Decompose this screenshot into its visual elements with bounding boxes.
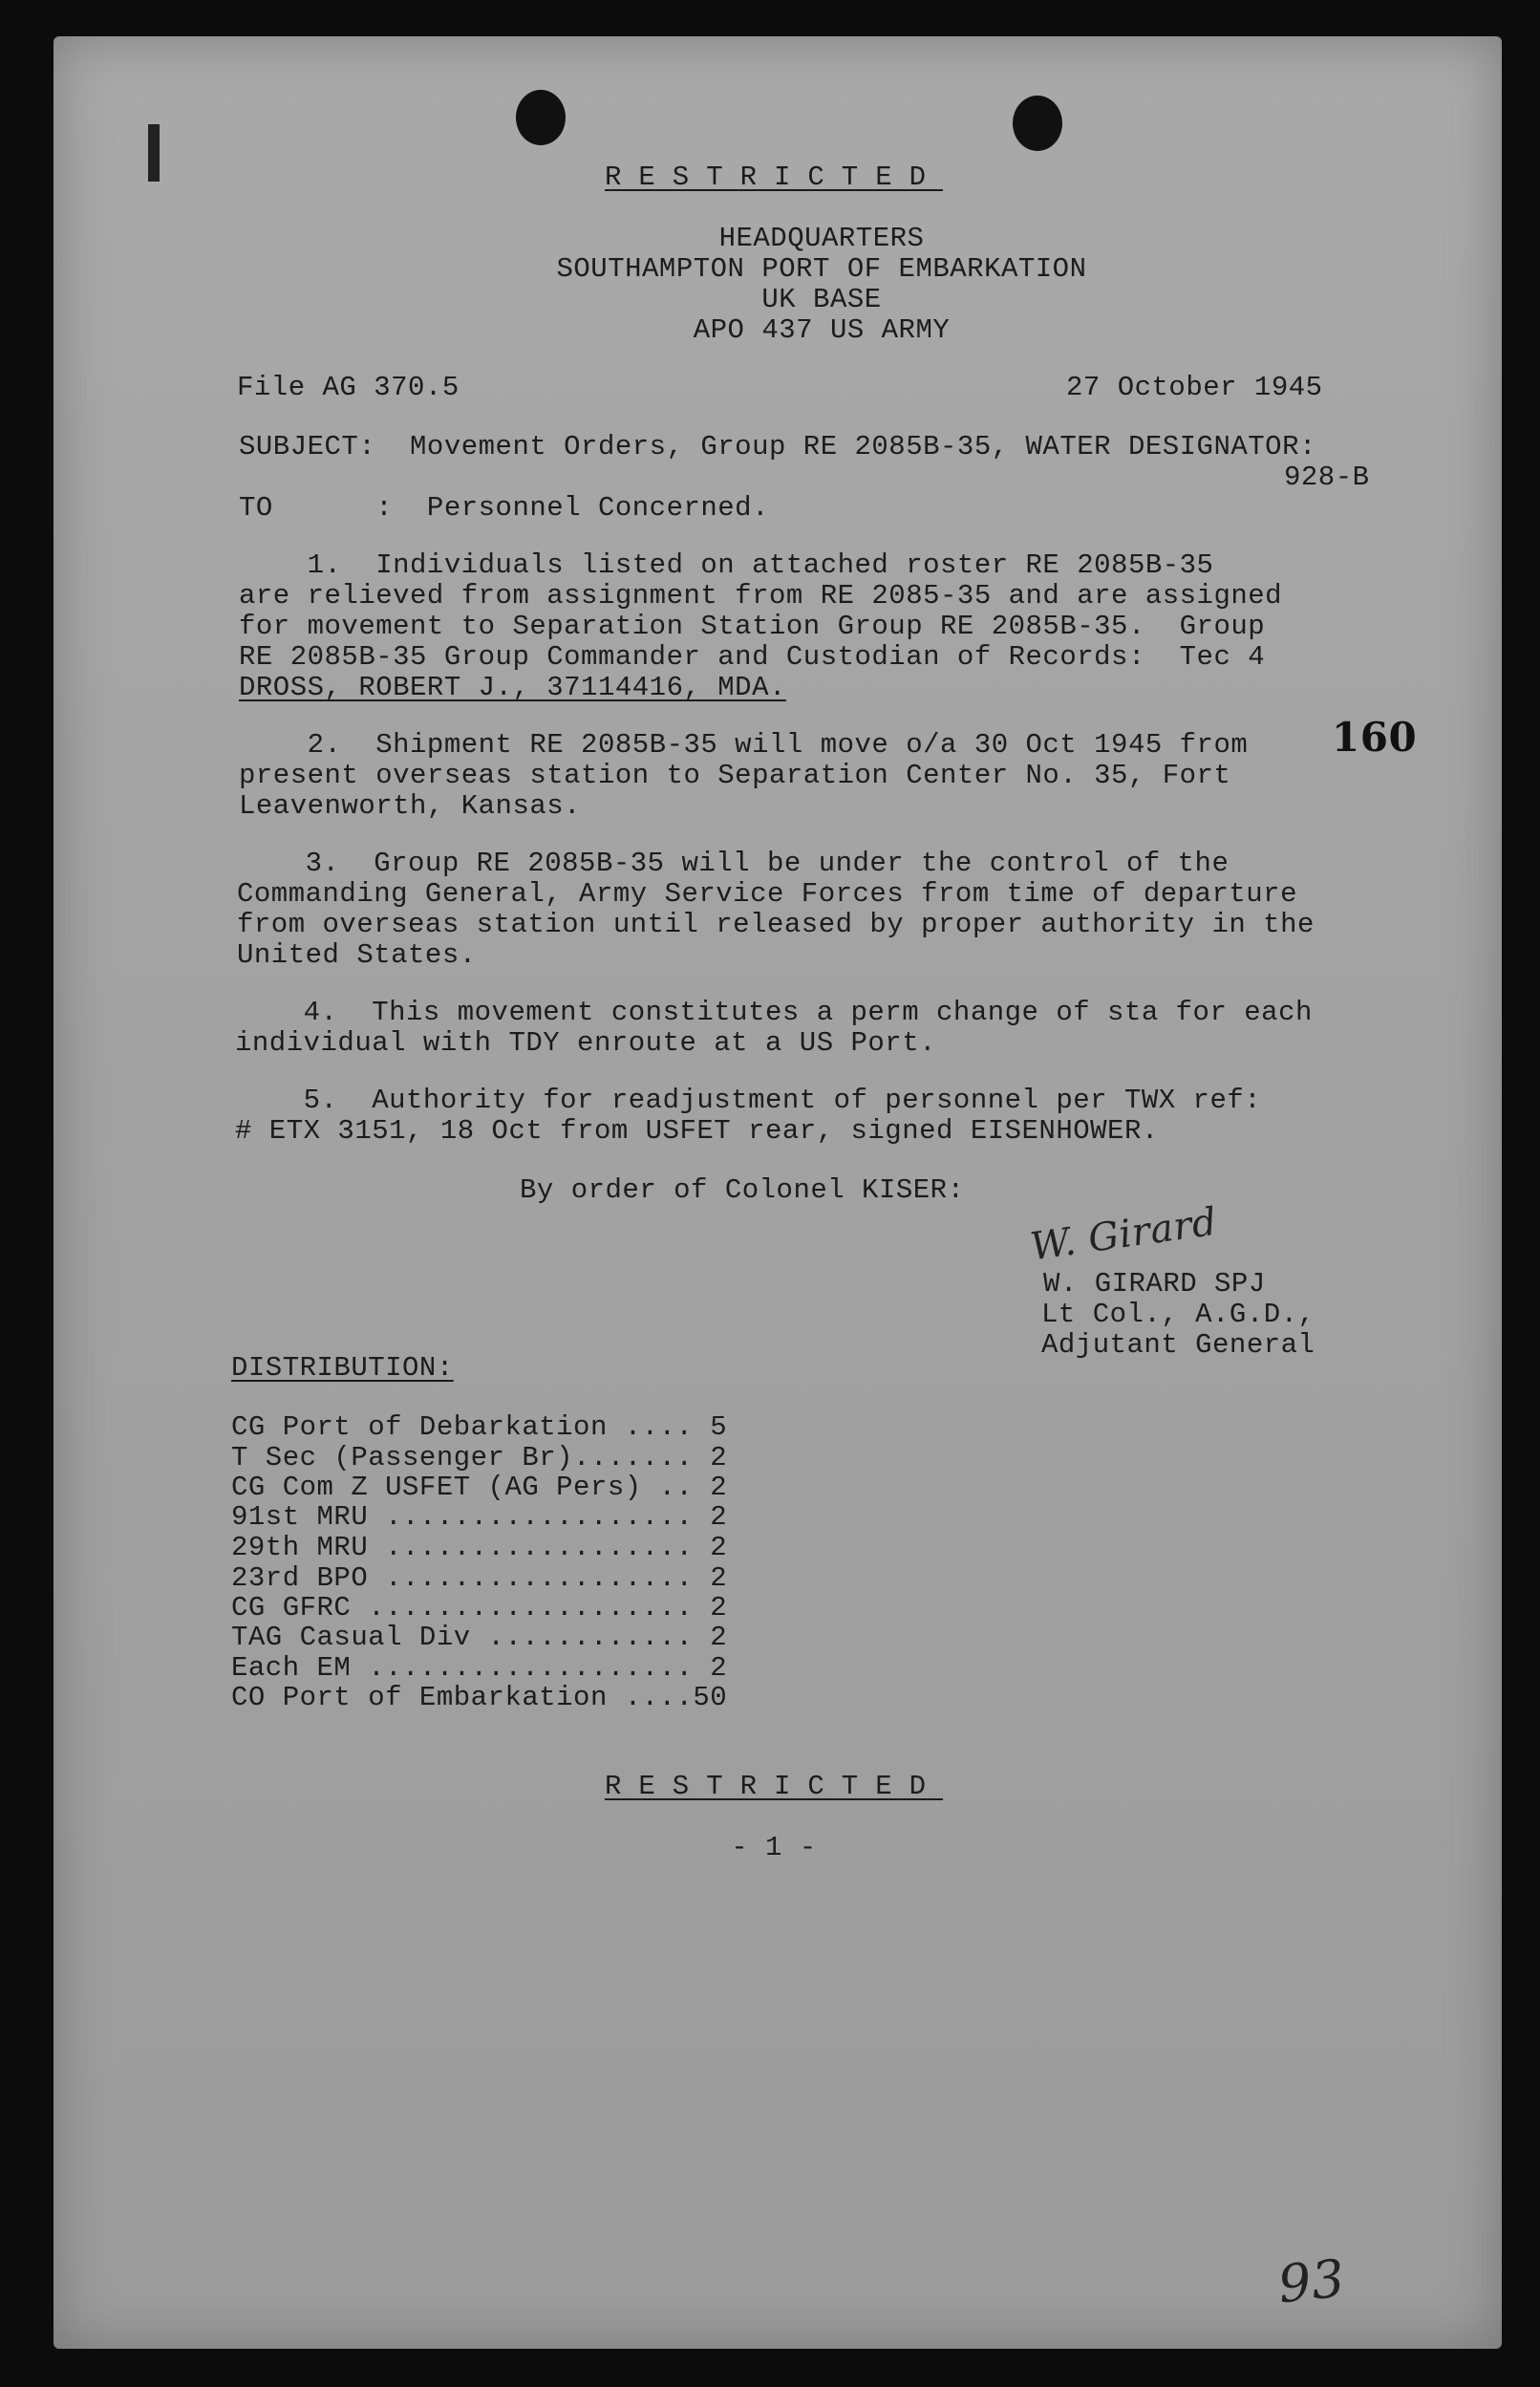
header-line-4: APO 437 US ARMY xyxy=(693,314,951,346)
distribution-item: 23rd BPO .................. 2 xyxy=(231,1562,728,1594)
distribution-item: TAG Casual Div ............ 2 xyxy=(231,1622,728,1653)
by-order-line: By order of Colonel KISER: xyxy=(520,1174,965,1206)
to-line: TO : Personnel Concerned. xyxy=(239,492,769,524)
paragraph-1-line-3: for movement to Separation Station Group RE 2085B-35. Group xyxy=(239,611,1266,642)
paragraph-3-line-4: United States. xyxy=(237,939,477,971)
subject-line-2: 928-B xyxy=(1284,462,1370,493)
page-number: - 1 - xyxy=(731,1832,817,1863)
paragraph-4-line-2: individual with TDY enroute at a US Port. xyxy=(235,1027,937,1059)
paragraph-1-line-2: are relieved from assignment from RE 2085-35 and are assigned xyxy=(239,580,1283,612)
paragraph-3-line-2: Commanding General, Army Service Forces from time of departure xyxy=(237,878,1297,910)
margin-number: 160 xyxy=(1332,714,1418,761)
distribution-item: CO Port of Embarkation ....50 xyxy=(231,1682,728,1713)
header-line-3: UK BASE xyxy=(761,284,882,315)
subject-line-1: SUBJECT: Movement Orders, Group RE 2085B-35, WATER DESIGNATOR: xyxy=(239,431,1316,462)
paragraph-1-line-4: RE 2085B-35 Group Commander and Custodian of Records: Tec 4 xyxy=(239,641,1266,673)
signatory-rank: Lt Col., A.G.D., xyxy=(1041,1299,1315,1330)
header-line-2: SOUTHAMPTON PORT OF EMBARKATION xyxy=(556,253,1087,285)
handwritten-signature: W. Girard xyxy=(1027,1199,1220,1270)
file-reference: File AG 370.5 xyxy=(237,372,460,403)
distribution-item: 91st MRU .................. 2 xyxy=(231,1501,728,1533)
paragraph-2-line-2: present overseas station to Separation Center No. 35, Fort xyxy=(239,760,1231,791)
paragraph-3-line-3: from overseas station until released by proper authority in the xyxy=(237,909,1315,940)
distribution-item: 29th MRU .................. 2 xyxy=(231,1532,728,1563)
paragraph-4-line-1: 4. This movement constitutes a perm change of sta for each xyxy=(235,997,1313,1028)
punch-hole-left xyxy=(516,90,566,145)
punch-hole-right xyxy=(1013,96,1062,151)
handwritten-page-number: 93 xyxy=(1274,2247,1348,2315)
paragraph-1-line-1: 1. Individuals listed on attached roster RE 2085B-35 xyxy=(239,549,1214,581)
paragraph-5-line-1: 5. Authority for readjustment of personnel per TWX ref: xyxy=(235,1085,1262,1116)
document-date: 27 October 1945 xyxy=(1066,372,1323,403)
distribution-item: Each EM ................... 2 xyxy=(231,1652,728,1684)
distribution-item: CG Com Z USFET (AG Pers) .. 2 xyxy=(231,1472,728,1503)
paragraph-5-line-2: # ETX 3151, 18 Oct from USFET rear, signed EISENHOWER. xyxy=(235,1115,1159,1147)
distribution-item: CG Port of Debarkation .... 5 xyxy=(231,1411,728,1443)
paragraph-2-line-1: 2. Shipment RE 2085B-35 will move o/a 30 Oct 1945 from xyxy=(239,729,1249,761)
classification-top: RESTRICTED xyxy=(604,161,944,193)
signatory-name: W. GIRARD SPJ xyxy=(1043,1268,1266,1300)
distribution-item: CG GFRC ................... 2 xyxy=(231,1592,728,1624)
paragraph-2-line-3: Leavenworth, Kansas. xyxy=(239,790,582,822)
signatory-title: Adjutant General xyxy=(1041,1329,1315,1361)
binder-mark xyxy=(148,124,160,182)
distribution-item: T Sec (Passenger Br)....... 2 xyxy=(231,1442,728,1473)
paragraph-3-line-1: 3. Group RE 2085B-35 will be under the control of the xyxy=(237,848,1230,879)
classification-bottom: RESTRICTED xyxy=(604,1771,944,1802)
header-line-1: HEADQUARTERS xyxy=(718,223,925,254)
distribution-heading: DISTRIBUTION: xyxy=(231,1352,454,1384)
paragraph-1-line-5: DROSS, ROBERT J., 37114416, MDA. xyxy=(239,672,786,703)
